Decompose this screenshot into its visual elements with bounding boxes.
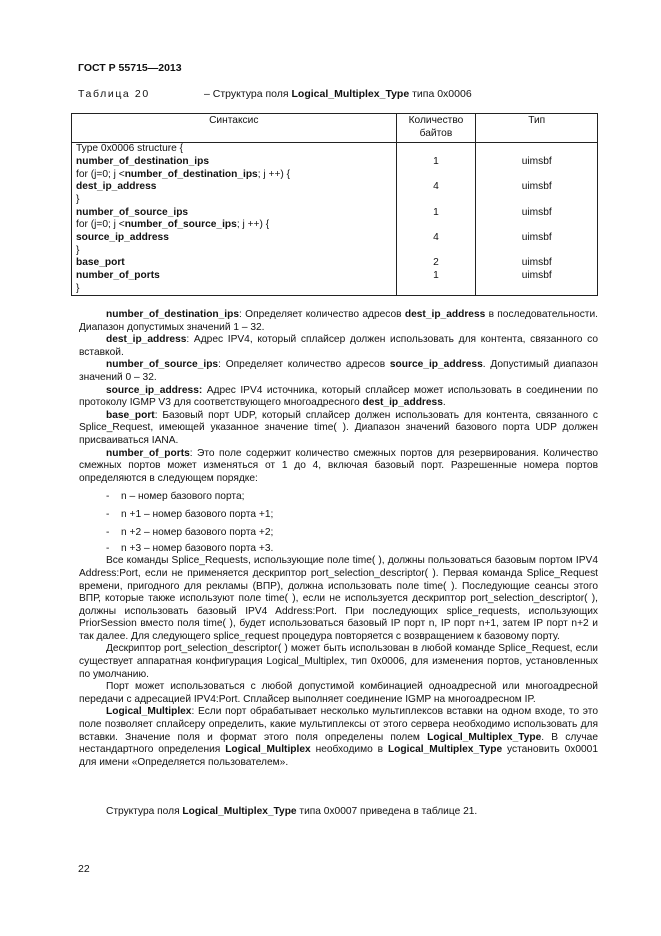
header-syntax: Синтаксис [72, 114, 397, 143]
paragraph: base_port: Базовый порт UDP, который сплайсер должен использовать для контента, связанного с Splice_Request, имеющей указанное значение time( ). Диапазон значений базового порта UDP должен присваиваться IANA. [79, 409, 598, 446]
paragraph: Logical_Multiplex: Если порт обрабатывает несколько мультиплексов вставки на одном входе, то это поле позволяет сплайсеру определить, какие мультиплексы от этого сервера необходимо использовать для вставки. Значение поля и формат этого поля определены полем Logical_Multiplex_Type. В случае нестандартного определения Logical_Multiplex необходимо в Logical_Multiplex_Type установить 0x0001 для имени «Определяется пользователем». [79, 706, 598, 768]
syntax-line: Type 0x0006 structure { [76, 143, 184, 155]
list-item: - n +2 – номер базового порта +2; [106, 527, 274, 539]
paragraph: Порт может использоваться с любой допустимой комбинацией одноадресной или многоадресной передачи с адресацией IPV4:Port. Сплайсер выполняет соединение IGMP на многоадресном IP. [79, 681, 598, 705]
body-text [79, 309, 598, 769]
list-item: - n +3 – номер базового порта +3. [106, 543, 274, 555]
table-header-row [72, 114, 598, 143]
type-value: uimsbf [521, 206, 552, 218]
closing-sentence: Структура поля Logical_Multiplex_Type типа 0x0007 приведена в таблице 21. [106, 806, 478, 817]
syntax-line: number_of_source_ips [76, 206, 189, 218]
byte-count-cell [396, 143, 476, 296]
syntax-line: for (j=0; j <number_of_source_ips; j ++) { [76, 219, 270, 231]
syntax-line: number_of_destination_ips [76, 155, 210, 167]
byte-count-value: 2 [433, 257, 439, 269]
page-number: 22 [78, 863, 90, 875]
syntax-line: for (j=0; j <number_of_destination_ips; j ++) { [76, 168, 291, 180]
paragraph: number_of_destination_ips: Определяет количество адресов dest_ip_address в последовательности. Диапазон допустимых значений 1 – 32. [79, 309, 598, 333]
type-value: uimsbf [521, 232, 552, 243]
document-header: ГОСТ Р 55715—2013 [78, 62, 182, 74]
syntax-line: } [76, 282, 80, 294]
caption-title: – Структура поля Logical_Multiplex_Type типа 0x0006 [204, 88, 472, 100]
byte-count-value: 1 [433, 155, 439, 167]
byte-count-value: 4 [433, 232, 439, 243]
type-cell [476, 143, 598, 296]
byte-count-value: 4 [433, 181, 439, 193]
type-value: uimsbf [521, 155, 552, 167]
syntax-line: base_port [76, 257, 125, 269]
syntax-line: } [76, 244, 80, 256]
type-value: uimsbf [521, 257, 552, 269]
syntax-cell [72, 143, 397, 296]
syntax-line: dest_ip_address [76, 181, 157, 193]
header-byte-count: Количество байтов [396, 114, 476, 143]
header-type: Тип [476, 114, 598, 143]
table-caption [78, 88, 598, 100]
syntax-line: number_of_ports [76, 270, 160, 282]
syntax-table [71, 113, 598, 296]
byte-count-value: 1 [433, 206, 439, 218]
paragraph: dest_ip_address: Адрес IPV4, который сплайсер должен использовать для контента, связанного со вставкой. [79, 334, 598, 358]
paragraph: source_ip_address: Адрес IPV4 источника, который сплайсер может использовать в соединении по протоколу IGMP V3 для соответствующего многоадресного dest_ip_address. [79, 384, 598, 409]
type-value: uimsbf [521, 181, 552, 193]
paragraph: number_of_source_ips: Определяет количество адресов source_ip_address. Допустимый диапазон значений 0 – 32. [79, 359, 599, 383]
paragraph: Все команды Splice_Requests, использующие поле time( ), должны пользоваться базовым портом IPV4 Address:Port, если не применяется дескриптор port_selection_descriptor( ). Первая команда Splice_Request времени, пригодного для рекламы (ВПР), должна использовать поле time( ). Последующие сеансы этого ВПР, которые также используют поле time( ), если не используется дескриптор port_selection_descriptor( ), должны использовать базовый IPV4 Address:Port. При последующих splice_requests, использующих PriorSession вместо поля time( ), будет использоваться базовый IP порт n, IP порт n+1, затем IP порт n+2 и так далее. Для следующего splice_request процедура повторяется с возвращением к базовому порту. [79, 555, 598, 642]
byte-count-value: 1 [433, 270, 439, 282]
caption-label: Таблица 20 [78, 88, 150, 100]
type-value: uimsbf [521, 270, 552, 282]
paragraph: number_of_ports: Это поле содержит количество смежных портов для резервирования. Количество смежных портов может изменяться от 1 до 4, включая базовый порт. Разрешенные номера портов определяются в следующем порядке: [79, 447, 598, 484]
syntax-line: } [76, 193, 80, 205]
table-body-row [72, 143, 598, 296]
list-item: - n +1 – номер базового порта +1; [106, 509, 274, 521]
syntax-line: source_ip_address [76, 232, 169, 243]
paragraph: Дескриптор port_selection_descriptor( ) может быть использован в любой команде Splice_Request, если существует аппаратная конфигурация Logical_Multiplex, тип 0x0006, для изменения портов, установленных по умолчанию. [79, 643, 598, 680]
list-item: - n – номер базового порта; [106, 491, 245, 503]
